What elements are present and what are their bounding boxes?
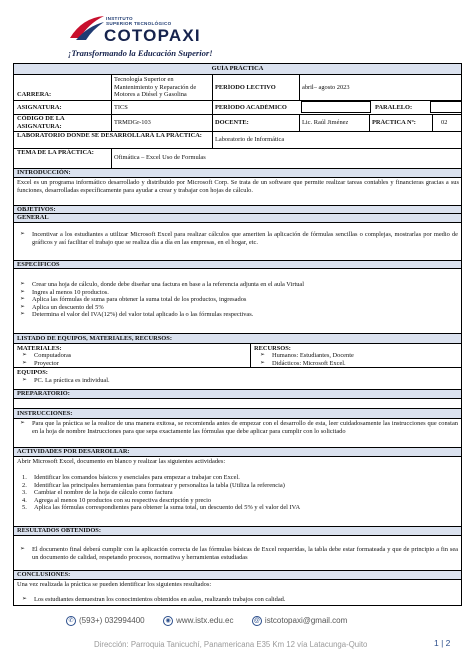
periodo-lectivo-value: abril– agosto 2023 — [302, 84, 350, 91]
general-label: GENERAL — [17, 214, 49, 221]
resultados-text: ➢ El documento final deberá cumplir con la aplicación correcta de las fórmulas básicas de Excel requeridas, la tabla debe estar formateada y que de principio a fin sea un documento de calidad, respetando procesos, normativa y herramientas estudiadas — [20, 546, 458, 561]
equipos-sub-label: EQUIPOS: — [17, 369, 48, 376]
carrera-label: CARRERA: — [17, 91, 52, 98]
equipo-item: ➢ PC. La práctica es individual. — [22, 377, 322, 385]
conclusiones-intro: Una vez realizada la práctica se pueden identificar los siguientes resultados: — [17, 581, 212, 588]
actividad-item: 1. Identificar los comandos básicos y esenciales para empezar a trabajar con Excel. — [22, 474, 458, 482]
footer-phone: (593+) 032994400 — [79, 616, 145, 626]
logo-emblem-icon — [68, 12, 106, 42]
footer-web[interactable]: www.istx.edu.ec — [176, 616, 234, 626]
especificos-label: ESPECÍFICOS — [17, 261, 60, 268]
resultados-label: RESULTADOS OBTENIDOS: — [17, 527, 101, 534]
specific-objective: ➢ Crear una hoja de cálculo, donde debe diseñar una factura en base a la referencia adjunta en el aula Virtual — [20, 281, 458, 289]
laboratorio-label: LABORATORIO DONDE SE DESARROLLARÁ LA PRÁCTICA: — [17, 132, 202, 139]
materiales-label: MATERIALES: — [17, 345, 62, 352]
actividades-label: ACTIVIDADES POR DESARROLLAR: — [17, 448, 130, 455]
equipos-list — [22, 377, 322, 385]
periodo-lectivo-label: PERÍODO LECTIVO — [215, 84, 276, 91]
introduccion-text: Excel es un programa informático desarrollado y distribuido por Microsoft Corp. Se trata de un software que permite realizar tareas contables y financieras gracias a sus funciones, desarrolladas específicamente para ayudar a crear y trabajar con hojas de cálculo. — [17, 179, 459, 194]
page-number: 1 | 2 — [434, 638, 451, 648]
mail-icon: @ — [253, 618, 260, 624]
actividad-item: 3. Cambiar el nombre de la hoja de cálculo como factura — [22, 489, 458, 497]
specific-objective: ➢ Ingres al menos 10 productos. — [20, 289, 458, 297]
specific-objective: ➢ Aplica un descuento del 5% — [20, 304, 458, 312]
practica-value: 02 — [441, 119, 448, 126]
institute-line1: INSTITUTO — [106, 16, 133, 21]
specific-objective: ➢ Aplica las fórmulas de suma para obtener la suma total de los productos, ingresados — [20, 296, 458, 304]
recurso-item: ➢ Humanos: Estudiantes, Docente — [260, 352, 460, 360]
general-objective: ➢ Incentivar a los estudiantes a utilizar Microsoft Excel para realizar cálculos que ameriten la aplicación de fórmulas sencillas o complejas, mostrarlas por medio de gráficos y así facilitar el trabajo que se realiza día a día en las empresas, en el hogar, etc. — [20, 231, 458, 246]
conclusion-item: ➢ Los estudiantes demuestran los conocimientos obtenidos en aulas, realizando trabajos con calidad. — [22, 596, 458, 604]
material-item: ➢ Computadoras — [22, 352, 242, 360]
actividad-item: 4. Agrega al menos 10 productos con su respectiva descripción y precio — [22, 497, 458, 505]
tagline: ¡Transformando la Educación Superior! — [68, 48, 213, 58]
laboratorio-value: Laboratorio de Informática — [215, 136, 285, 143]
actividades-list — [22, 474, 458, 512]
tema-value: Ofimática – Excel Uso de Formulas — [114, 154, 206, 161]
brand-name: COTOPAXI — [104, 26, 201, 45]
paralelo-field[interactable] — [430, 101, 462, 113]
conclusiones-list — [22, 596, 458, 604]
page-footer — [0, 612, 474, 669]
instrucciones-label: INSTRUCCIONES: — [17, 410, 73, 417]
phone-icon: ✆ — [66, 616, 76, 626]
recurso-item: ➢ Didácticos: Microsoft Excel. — [260, 360, 460, 368]
institute-line2: SUPERIOR TECNOLÓGICO — [106, 21, 172, 26]
carrera-value: Tecnología Superior en Mantenimiento y Reparación de Motores a Diésel y Gasolina — [114, 76, 197, 99]
recursos-list — [260, 352, 460, 367]
practice-guide-form — [13, 63, 462, 606]
form-title: GUÍA PRÁCTICA — [211, 65, 264, 72]
instrucciones-text: ➢ Para que la práctica se la realice de una manera exitosa, se recomienda antes de empezar con el desarrollo de esta, leer cuidadosamente las instrucciones que constan en la hoja de nombre Instrucciones para que sepa exactamente las fórmulas que debe aplicar para cumplir con lo solicitado — [20, 420, 458, 435]
asignatura-label: ASIGNATURA: — [17, 104, 62, 111]
materiales-list — [22, 352, 242, 367]
codigo-value: TRMDGr-103 — [114, 119, 151, 126]
equipos-label: LISTADO DE EQUIPOS, MATERIALES, RECURSOS: — [17, 335, 172, 342]
actividad-item: 5. Aplica las fórmulas correspondientes para obtener la suma total, un descuento del 5% y el valor del IVA — [22, 504, 458, 512]
recursos-label: RECURSOS: — [254, 345, 291, 352]
globe-icon: ◉ — [163, 616, 173, 626]
tema-label: TEMA DE LA PRÁCTICA: — [17, 149, 94, 156]
paralelo-label: PARALELO: — [375, 104, 413, 111]
footer-address: Dirección: Parroquia Tanicuchí, Panamericana E35 Km 12 vía Latacunga-Quito — [94, 640, 368, 649]
introduccion-label: INTRODUCCIÓN: — [17, 169, 71, 176]
institute-logo — [68, 4, 268, 64]
specific-objectives-list — [20, 281, 458, 319]
actividad-item: 2. Identificar las principales herramientas para formatear y personaliza la tabla (Utiliza la referencia) — [22, 482, 458, 490]
codigo-label: CÓDIGO DE LA ASIGNATURA: — [17, 115, 65, 130]
periodo-academico-label: PERÍODO ACADÉMICO — [215, 104, 287, 111]
preparatorio-label: PREPARATORIO: — [17, 390, 70, 397]
footer-email[interactable]: istcotopaxi@gmail.com — [264, 616, 348, 626]
specific-objective: ➢ Determina el valor del IVA(12%) del valor total aplicado la o las fórmulas respectivas. — [20, 311, 458, 319]
docente-label: DOCENTE: — [215, 119, 249, 126]
docente-value: Lic. Raúl Jiménez — [302, 119, 349, 126]
actividades-intro: Abrir Microsoft Excel, documento en blanco y realizar las siguientes actividades: — [17, 458, 226, 465]
asignatura-value: TICS — [114, 104, 128, 111]
periodo-academico-field[interactable] — [301, 101, 371, 113]
practica-label: PRÁCTICA Nº: — [372, 119, 416, 126]
material-item: ➢ Proyector — [22, 360, 242, 368]
objetivos-label: OBJETIVOS: — [17, 206, 56, 213]
conclusiones-label: CONCLUSIONES: — [17, 571, 71, 578]
